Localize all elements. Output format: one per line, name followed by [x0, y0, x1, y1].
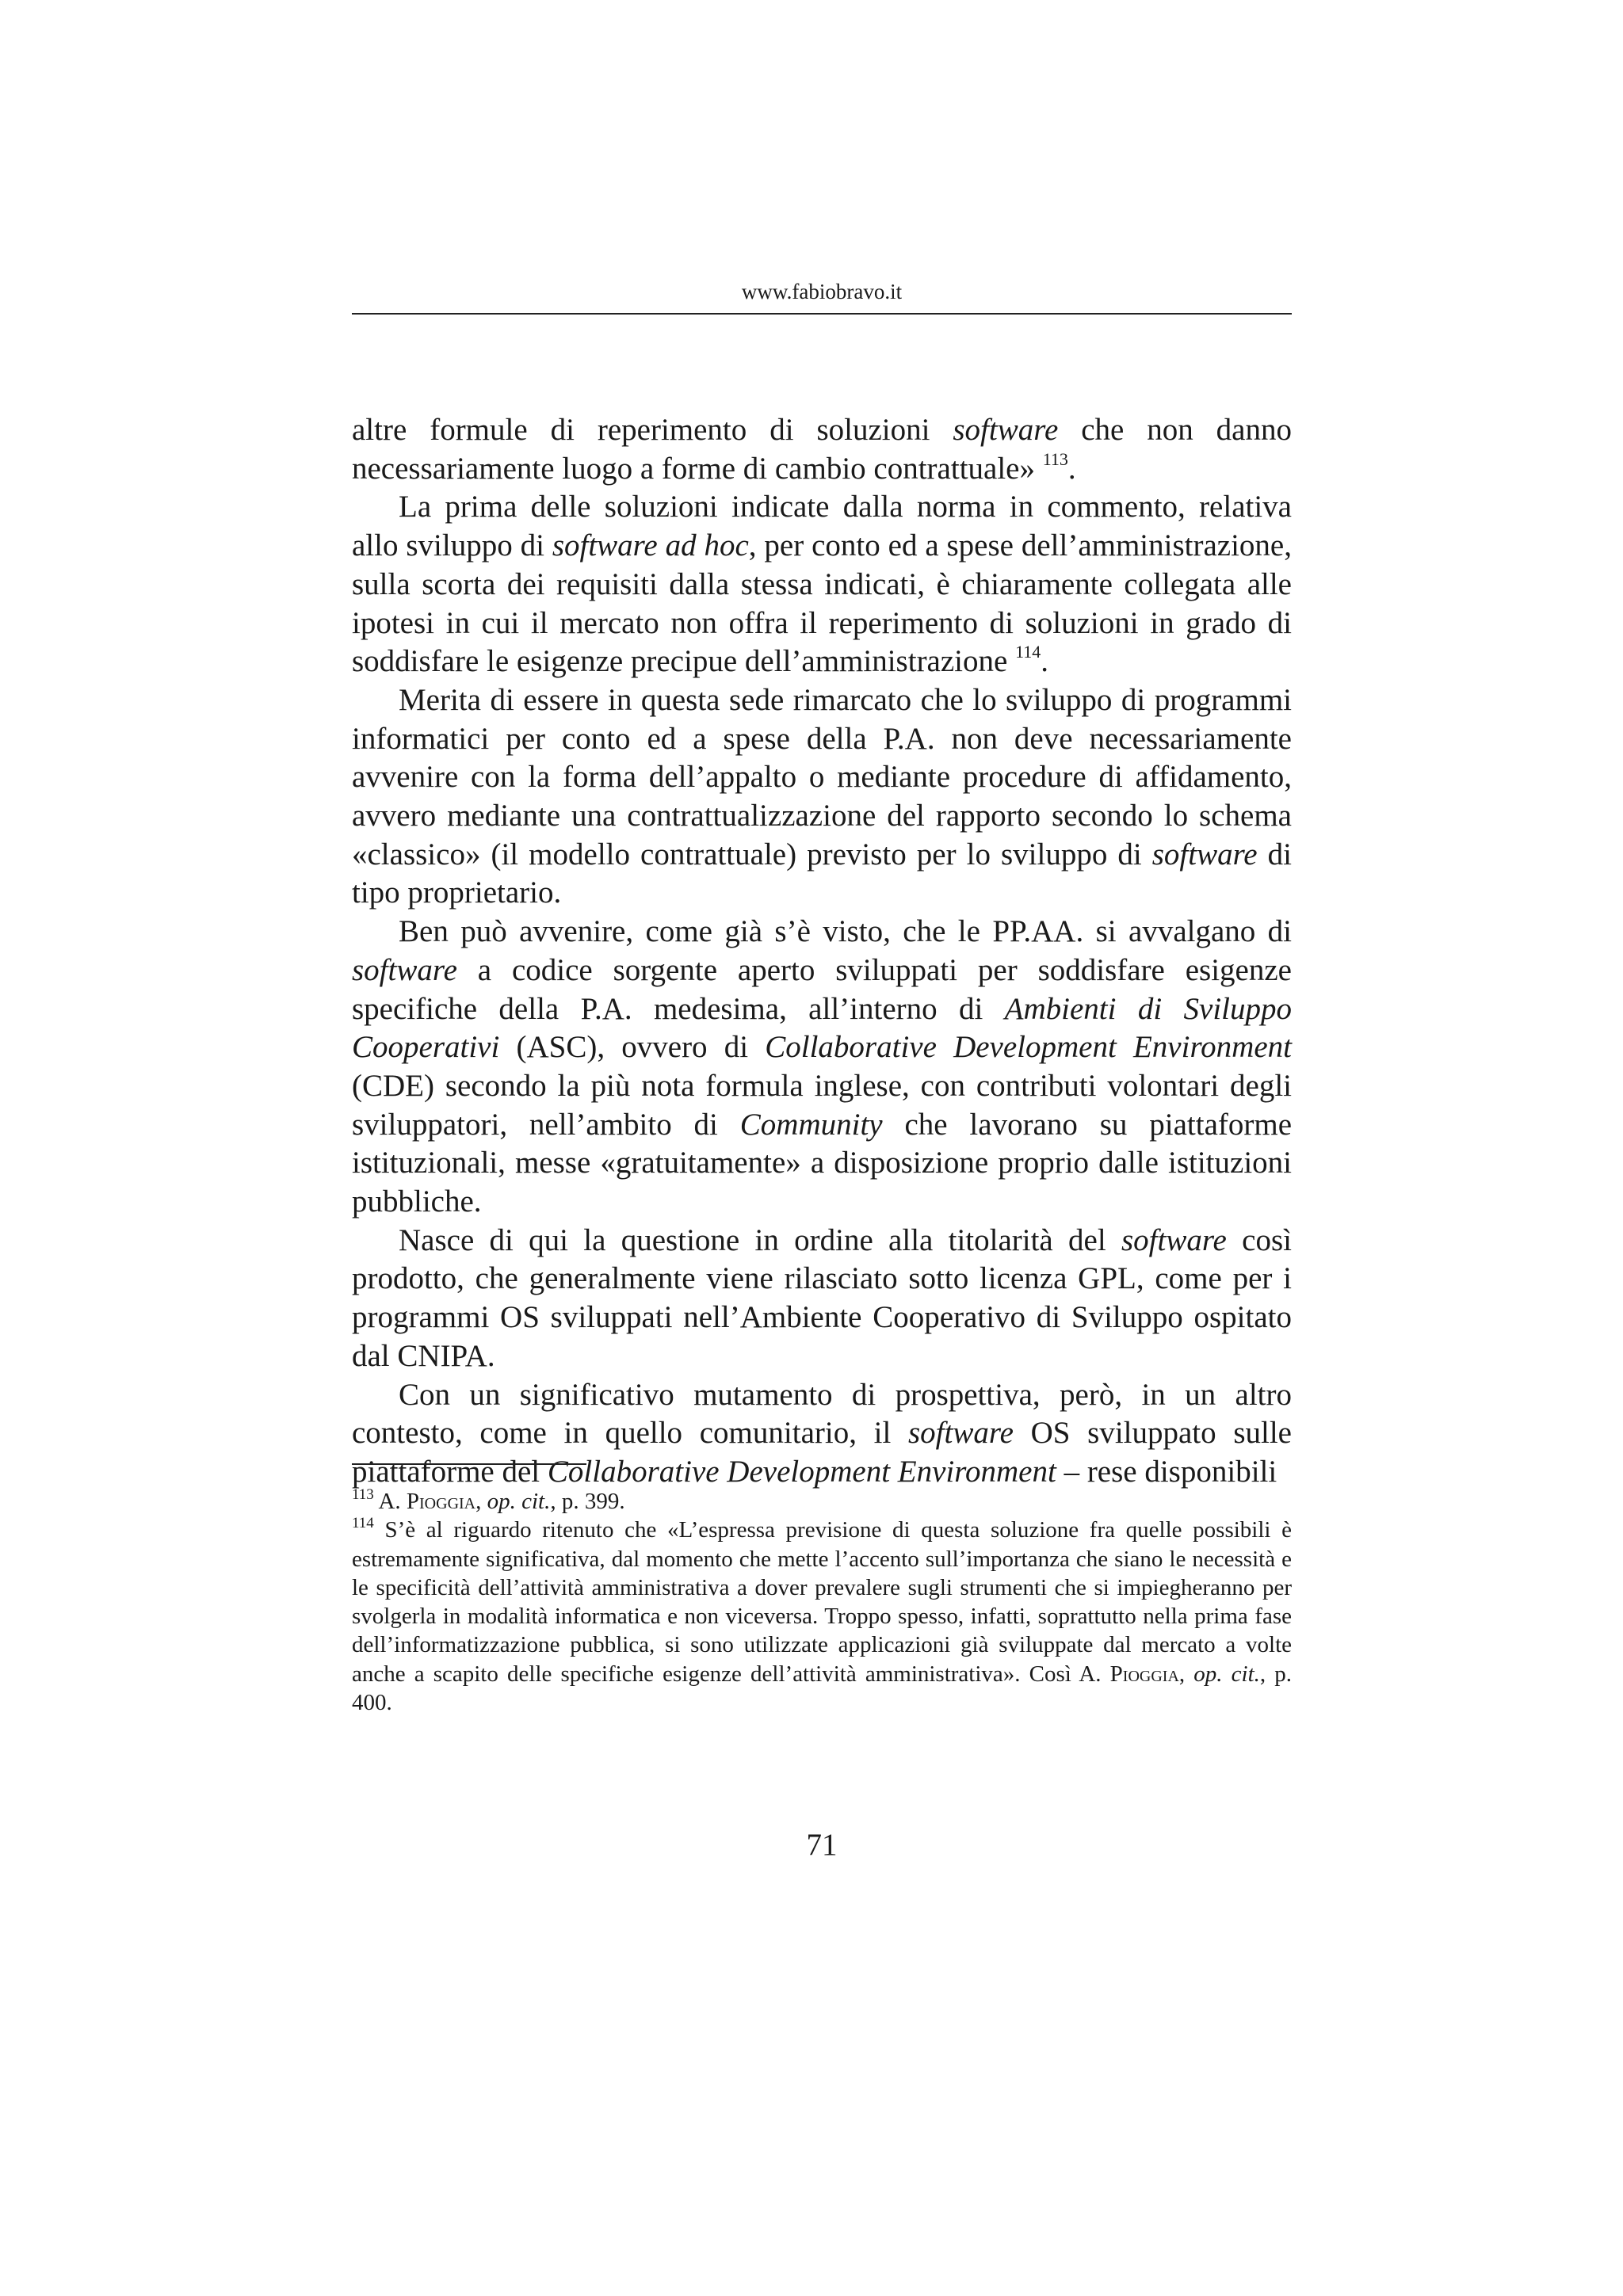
- fn113-text-c: , p. 399.: [550, 1489, 625, 1514]
- fn113-author: Pioggia: [406, 1489, 476, 1514]
- header-site-url: www.fabiobravo.it: [741, 280, 903, 303]
- fn114-italic-op-cit: op. cit.: [1193, 1661, 1260, 1687]
- footnote-ref-113: 113: [1042, 448, 1068, 469]
- p5-text-a: Nasce di qui la questione in ordine alla titolarità del: [399, 1222, 1121, 1257]
- fn114-text-b: ,: [1178, 1661, 1194, 1687]
- footnote-113: [352, 1487, 1292, 1516]
- footnote-114: [352, 1516, 1292, 1717]
- p1-text-c: che non danno necessariamente luogo a forme di cambio contrattuale»: [352, 413, 1292, 486]
- p4-text-e: (ASC), ovvero di: [499, 1030, 766, 1065]
- fn114-text-a: S’è al riguardo ritenuto che «L’espressa previsione di questa soluzione fra quelle possibili è estremamente significativa, dal momento che mette l’accento sull’importanza che siano le necessità e le specificità dell’attività amministrativa a dover prevalere sugli strumenti che si impiegheranno per svolgerla in modalità informatica e non viceversa. Troppo spesso, infatti, soprattutto nella prima fase dell’informatizzazione pubblica, si sono utilizzate applicazioni già sviluppate dal mercato a volte anche a scapito delle specifiche esigenze dell’attività amministrativa». Così A.: [352, 1517, 1292, 1687]
- paragraph-3: [352, 681, 1292, 913]
- paragraph-1: [352, 411, 1292, 488]
- running-header: [352, 277, 1292, 306]
- p4-italic-cde: Collaborative Development Environment: [765, 1030, 1292, 1065]
- p4-text-i: che lavorano su piattaforme istituzionali, messe «gratuitamente» a disposizione proprio dalle istituzioni pubbliche.: [352, 1107, 1293, 1219]
- page-number: 71: [806, 1828, 838, 1862]
- p2-text-c: , per conto ed a spese dell’amministrazione, sulla scorta dei requisiti dalla stessa indicati, è chiaramente collegata alle ipotesi in cui il mercato non offra il reperimento di soluzioni in grado di soddisfare le esigenze precipue dell’amministrazione: [352, 528, 1292, 679]
- paragraph-2: [352, 488, 1292, 681]
- p2-text-a: La prima delle soluzioni indicate dalla norma in commento, relativa allo sviluppo di: [352, 490, 1292, 563]
- p6-italic-software: software: [908, 1416, 1014, 1451]
- p4-text-g: (CDE) secondo la più nota formula inglese, con contributi volontari degli sviluppatori, nell’ambito di: [352, 1068, 1292, 1142]
- fn113-text-b: ,: [475, 1489, 487, 1514]
- p5-italic-software: software: [1121, 1222, 1227, 1257]
- p2-text-d: .: [1041, 644, 1049, 679]
- p4-text-c: a codice sorgente aperto sviluppati per soddisfare esigenze specifiche della P.A. medesima, all’interno di: [352, 952, 1292, 1026]
- footnotes: [352, 1487, 1292, 1717]
- p3-italic-software: software: [1151, 837, 1258, 871]
- p4-text-a: Ben può avvenire, come già s’è visto, che le PP.AA. si avvalgano di: [399, 914, 1292, 949]
- footnote-number: 113: [352, 1486, 374, 1503]
- main-text: [352, 411, 1292, 1492]
- header-rule: [352, 313, 1292, 315]
- fn114-author: Pioggia: [1109, 1661, 1179, 1687]
- p4-italic-asc: Ambienti di Sviluppo Cooperativi: [352, 991, 1292, 1065]
- p4-italic-community: Community: [739, 1107, 883, 1142]
- p3-text-a: Merita di essere in questa sede rimarcato che lo sviluppo di programmi informatici per conto ed a spese della P.A. non deve necessariamente avvenire con la forma dell’appalto o mediante procedure di affidamento, avvero mediante una contrattualizzazione del rapporto secondo lo schema «classico» (il modello contrattuale) previsto per lo sviluppo di: [352, 682, 1292, 871]
- p3-text-c: di tipo proprietario.: [352, 837, 1292, 910]
- p1-italic-software: software: [953, 413, 1059, 447]
- p6-text-a: Con un significativo mutamento di prospettiva, però, in un altro contesto, come in quello comunitario, il: [352, 1377, 1292, 1451]
- p4-italic-software: software: [352, 952, 457, 987]
- p1-text-a: altre formule di reperimento di soluzioni: [352, 413, 953, 447]
- p6-text-e: – rese disponibili: [1056, 1454, 1277, 1489]
- footnote-number: 114: [352, 1515, 374, 1532]
- paragraph-6: [352, 1376, 1292, 1492]
- p6-italic-cde: Collaborative Development Environment: [547, 1454, 1056, 1489]
- footnote-rule: [352, 1463, 586, 1465]
- p6-text-c: OS sviluppato sulle piattaforme del: [352, 1416, 1292, 1489]
- paragraph-4: [352, 913, 1292, 1222]
- fn113-text-a: A.: [373, 1489, 407, 1514]
- p5-text-c: così prodotto, che generalmente viene rilasciato sotto licenza GPL, come per i programmi OS sviluppati nell’Ambiente Cooperativo di Sviluppo ospitato dal CNIPA.: [352, 1222, 1292, 1373]
- p1-text-d: .: [1067, 451, 1076, 486]
- p2-italic-software-ad-hoc: software ad hoc: [552, 528, 749, 563]
- fn113-italic-op-cit: op. cit.: [487, 1489, 551, 1514]
- fn114-text-c: , p. 400.: [352, 1661, 1293, 1716]
- footnote-ref-114: 114: [1015, 642, 1041, 662]
- paragraph-5: [352, 1222, 1292, 1376]
